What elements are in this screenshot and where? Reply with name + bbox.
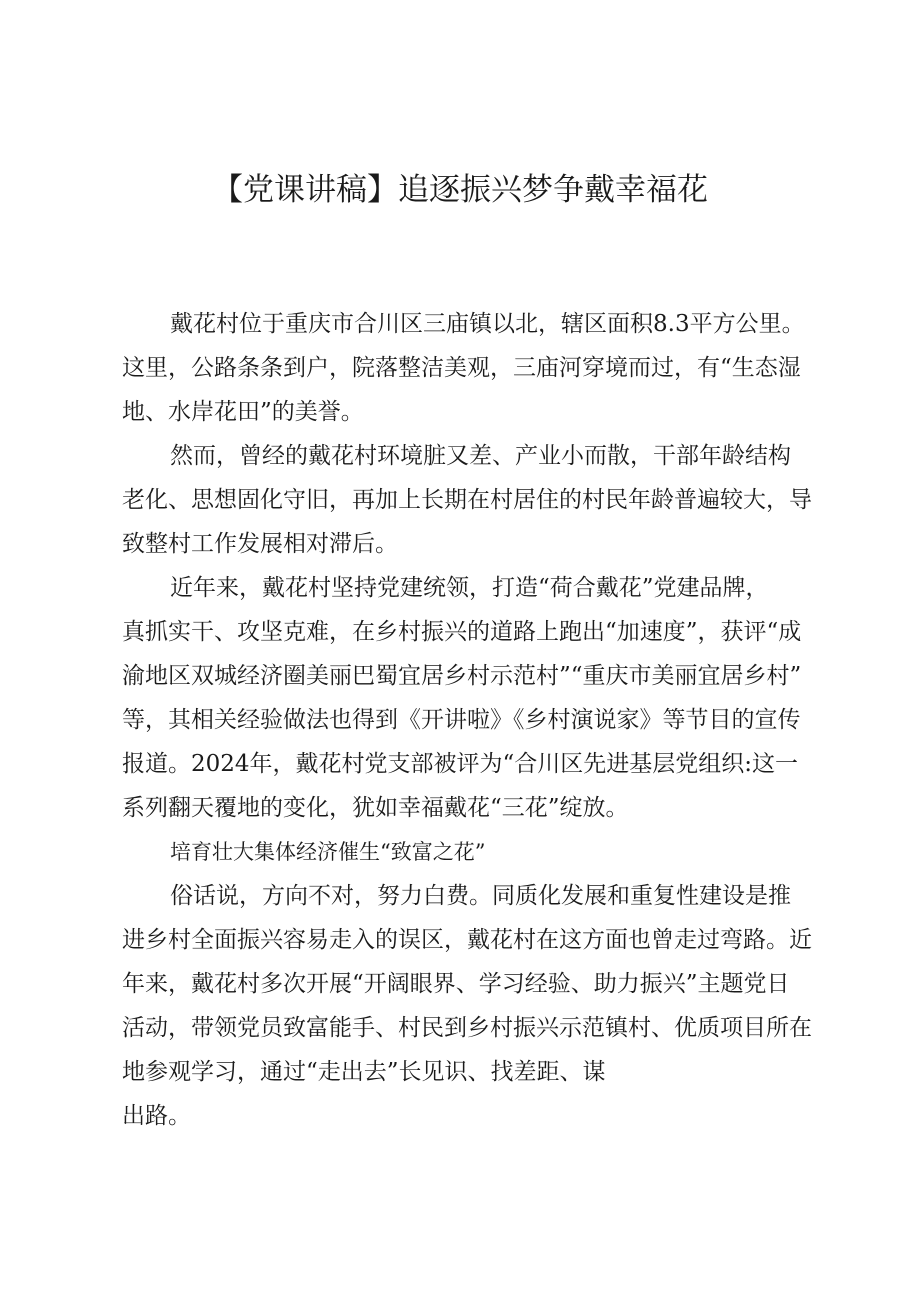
paragraph-4-line-6: 出路。 (122, 1103, 191, 1129)
paragraph-4-line-3: 年来，戴花村多次开展“开阔眼界、学习经验、助力振兴”主题党日 (122, 971, 790, 997)
paragraph-4-line-2: 进乡村全面振兴容易走入的误区，戴花村在这方面也曾走过弯路。近 (122, 927, 812, 953)
paragraph-2-line-2: 老化、思想固化守旧，再加上长期在村居住的村民年龄普遍较大，导 (122, 487, 812, 513)
paragraph-4-line-5: 地参观学习，通过“走出去”长见识、找差距、谋 (122, 1059, 606, 1085)
paragraph-1-line-2: 这里，公路条条到户，院落整洁美观，三庙河穿境而过，有“生态湿 (122, 355, 801, 381)
paragraph-1-line-3: 地、水岸花田”的美誉。 (122, 399, 364, 425)
paragraph-3-line-4: 等，其相关经验做法也得到《开讲啦》《乡村演说家》等节目的宣传 (122, 707, 801, 733)
paragraph-4-line-4: 活动，带领党员致富能手、村民到乡村振兴示范镇村、优质项目所在 (122, 1015, 812, 1041)
paragraph-4-line-1: 俗话说，方向不对，努力白费。同质化发展和重复性建设是推 (170, 883, 791, 909)
paragraph-1-line-1: 戴花村位于重庆市合川区三庙镇以北，辖区面积8.3平方公里。 (170, 311, 805, 337)
paragraph-3-line-2: 真抓实干、攻坚克难，在乡村振兴的道路上跑出“加速度”，获评“成 (122, 619, 802, 645)
paragraph-3-line-5: 报道。2024年，戴花村党支部被评为“合川区先进基层党组织:这一 (122, 751, 799, 777)
paragraph-3-line-6: 系列翻天覆地的变化，犹如幸福戴花“三花”绽放。 (122, 795, 629, 821)
document-body (122, 302, 812, 1138)
paragraph-3-line-3: 渝地区双城经济圈美丽巴蜀宜居乡村示范村”“重庆市美丽宜居乡村” (122, 663, 802, 689)
paragraph-3-line-1: 近年来，戴花村坚持党建统领，打造“荷合戴花”党建品牌， (170, 575, 769, 601)
paragraph-2-line-3: 致整村工作发展相对滞后。 (122, 531, 398, 557)
paragraph-2-line-1: 然而，曾经的戴花村环境脏又差、产业小而散，干部年龄结构 (170, 443, 791, 469)
section-heading: 培育壮大集体经济催生“致富之花” (170, 840, 486, 864)
document-title: 【党课讲稿】追逐振兴梦争戴幸福花 (212, 172, 708, 208)
